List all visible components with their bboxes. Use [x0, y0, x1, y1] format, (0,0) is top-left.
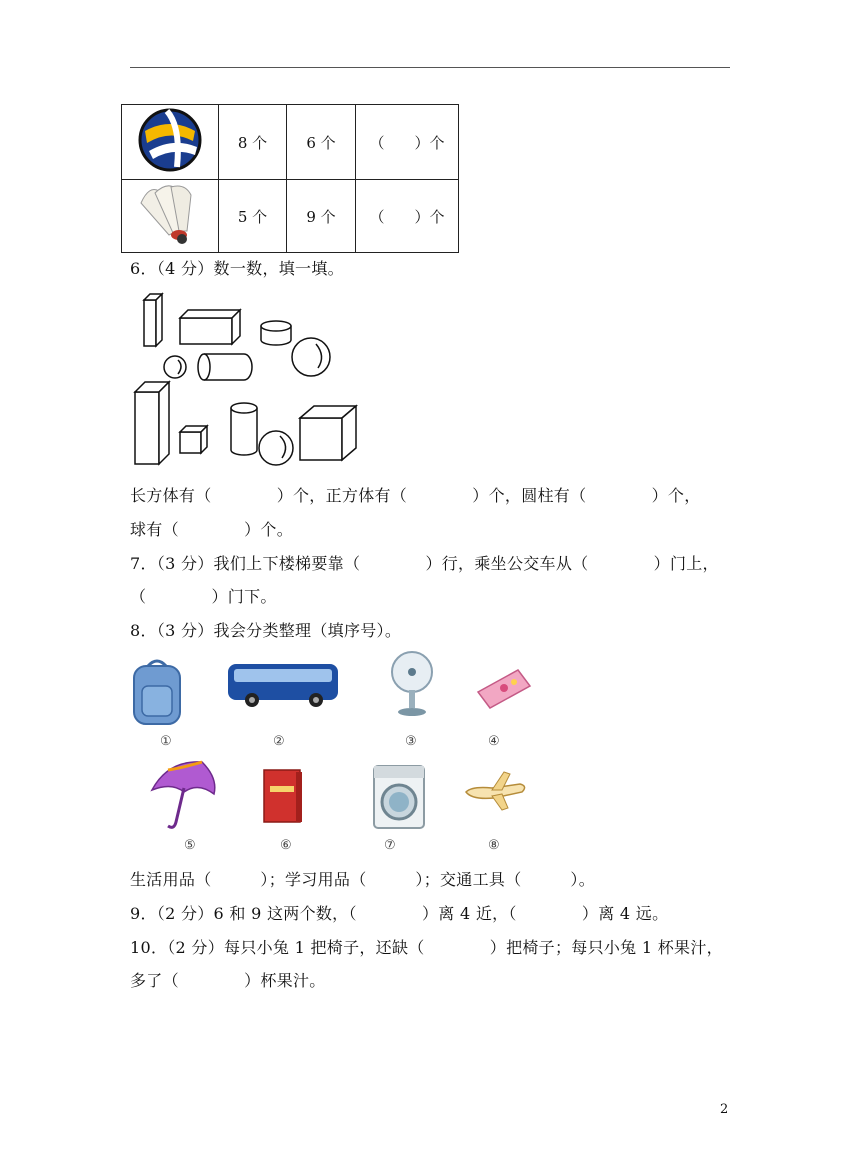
- table-cell: 5 个: [219, 180, 287, 253]
- shuttlecock-icon: [135, 181, 205, 247]
- dictionary-icon: [260, 766, 306, 826]
- table-cell: 9 个: [287, 180, 356, 253]
- cuboid-shape: [135, 382, 169, 464]
- question-7-line1: 7．（3 分）我们上下楼梯要靠（ ）行，乘坐公交车从（ ）门上，: [130, 554, 719, 573]
- question-7-line2: （ ）门下。: [130, 587, 277, 606]
- cuboid-shape: [180, 310, 240, 344]
- table-cell: 8 个: [219, 105, 287, 180]
- item-label: ③: [405, 734, 417, 749]
- cylinder-shape: [231, 403, 257, 455]
- question-6-line2: 球有（ ）个。: [130, 520, 294, 539]
- pencil-case-icon: [474, 666, 534, 712]
- sphere-shape: [164, 356, 186, 378]
- cylinder-shape: [198, 354, 252, 380]
- item-label: ②: [273, 734, 285, 749]
- volleyball-icon: [137, 107, 203, 173]
- question-6-line1: 长方体有（ ）个，正方体有（ ）个，圆柱有（ ）个，: [130, 486, 701, 505]
- table-icon-cell: [122, 180, 219, 253]
- item-label: ⑤: [184, 838, 196, 853]
- table-icon-cell: [122, 105, 219, 180]
- cube-shape: [300, 406, 356, 460]
- sphere-shape: [259, 431, 293, 465]
- table-cell: 6 个: [287, 105, 356, 180]
- question-8-title: 8．（3 分）我会分类整理（填序号）。: [130, 621, 402, 640]
- item-label: ⑥: [280, 838, 292, 853]
- question-9-line: 9．（2 分）6 和 9 这两个数，（ ）离 4 近，（ ）离 4 远。: [130, 904, 669, 923]
- answer-blank-cell[interactable]: （ ）个: [356, 180, 459, 253]
- cuboid-shape: [144, 294, 162, 346]
- page-number: 2: [720, 1102, 729, 1117]
- cube-shape: [180, 426, 207, 453]
- header-rule: [130, 67, 730, 68]
- umbrella-icon: [148, 758, 218, 832]
- count-table: [121, 104, 459, 253]
- table-row: [122, 105, 459, 180]
- washing-machine-icon: [370, 762, 428, 832]
- cylinder-shape: [261, 321, 291, 345]
- question-10-line1: 10．（2 分）每只小兔 1 把椅子，还缺（ ）把椅子；每只小兔 1 杯果汁，: [130, 938, 723, 957]
- fan-icon: [388, 650, 436, 718]
- table-row: [122, 180, 459, 253]
- backpack-icon: [128, 656, 188, 728]
- question-8-answer-line: 生活用品（ ）；学习用品（ ）；交通工具（ ）。: [130, 870, 596, 889]
- question-10-line2: 多了（ ）杯果汁。: [130, 971, 326, 990]
- item-label: ⑧: [488, 838, 500, 853]
- solids-figure: [128, 288, 368, 470]
- sphere-shape: [292, 338, 330, 376]
- item-label: ④: [488, 734, 500, 749]
- item-label: ⑦: [384, 838, 396, 853]
- airplane-icon: [462, 770, 530, 812]
- answer-blank-cell[interactable]: （ ）个: [356, 105, 459, 180]
- bus-icon: [226, 660, 340, 710]
- question-6-title: 6．（4 分）数一数，填一填。: [130, 259, 344, 278]
- item-label: ①: [160, 734, 172, 749]
